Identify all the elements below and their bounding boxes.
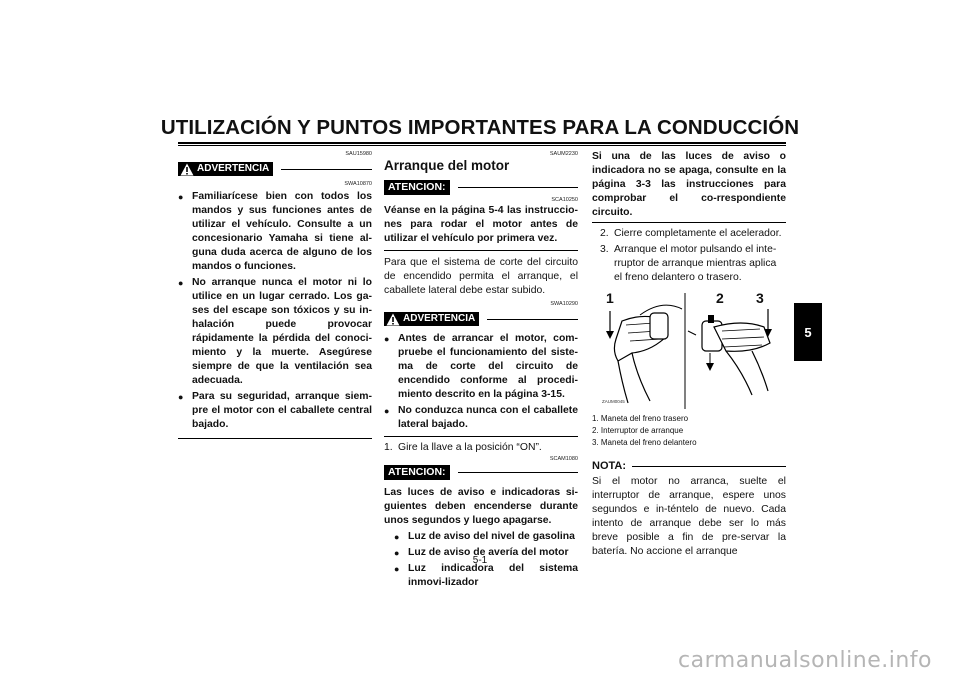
warning-end-rule — [384, 436, 578, 437]
note-rule — [632, 466, 786, 467]
bullet-icon: ● — [384, 406, 390, 416]
bullet-text: Luz de aviso del nivel de gasolina — [408, 531, 575, 542]
caution-badge: ATENCION: — [384, 180, 450, 195]
warning-label: ADVERTENCIA — [403, 313, 476, 324]
step-item — [600, 227, 786, 241]
page-number: 5-1 — [472, 555, 488, 566]
step-text: Arranque el motor pulsando el inte-rruptor de arranque mientras aplica el freno delantero o trasero. — [614, 244, 777, 283]
legend-item: 2. Interruptor de arranque — [592, 426, 684, 435]
figure-label-3: 3 — [756, 290, 764, 306]
bullet-icon: ● — [178, 192, 184, 202]
title-rule — [178, 142, 786, 144]
title-rule-thin — [178, 145, 786, 146]
caution-header — [384, 465, 578, 480]
intro-bold-text: Si una de las luces de aviso o indicadora no se apaga, consulte en la página 3-3 las instrucciones para comprobar el co-rrespondiente circuito. — [592, 151, 786, 218]
list-item — [394, 562, 578, 590]
caution-rule — [458, 472, 578, 473]
chapter-tab: 5 — [794, 303, 822, 361]
step-list — [592, 227, 786, 285]
legend-item: 1. Maneta del freno trasero — [592, 414, 689, 423]
ref-code: SCAM1080 — [549, 456, 578, 462]
note-header — [592, 459, 786, 473]
list-item — [178, 276, 372, 388]
bullet-icon: ● — [178, 278, 184, 288]
warning-label: ADVERTENCIA — [197, 163, 270, 174]
list-item — [178, 390, 372, 432]
step-item — [600, 243, 786, 285]
bullet-text: No conduzca nunca con el caballete lateral bajado. — [398, 405, 578, 430]
ref-code: SWA10870 — [344, 181, 372, 187]
list-item — [394, 530, 578, 544]
bullet-icon: ● — [394, 564, 400, 574]
bullet-icon: ● — [178, 392, 184, 402]
bullet-text: Antes de arrancar el motor, com-pruebe el funcionamiento del siste-ma de corte del circuito de encendido conforme al procedi-miento descrito en la página 3-15. — [398, 333, 578, 400]
ref-code: SAU15980 — [345, 151, 372, 157]
caution-end-rule — [384, 250, 578, 251]
warning-badge — [384, 312, 479, 326]
step-text: Cierre completamente el acelerador. — [614, 228, 782, 239]
bullet-text: Luz de aviso de avería del motor — [408, 547, 569, 558]
figure-code: ZAUM0045 — [602, 399, 625, 404]
figure-legend — [592, 413, 786, 449]
column-1 — [178, 150, 372, 439]
legend-item: 3. Maneta del freno delantero — [592, 438, 697, 447]
body-paragraph: Para que el sistema de corte del circuito de encendido permita el arranque, el caballete lateral debe estar subido. — [384, 257, 578, 296]
warning-rule — [487, 319, 578, 320]
figure-label-2: 2 — [716, 290, 724, 306]
starter-illustration — [592, 291, 786, 411]
caution-header — [384, 180, 578, 195]
list-item — [384, 404, 578, 432]
warning-triangle-icon — [386, 313, 400, 326]
step-item — [384, 441, 578, 455]
list-item — [178, 190, 372, 274]
step-number: 3. — [600, 244, 609, 255]
warning-rule — [281, 169, 372, 170]
bullet-icon: ● — [394, 532, 400, 542]
bullet-icon: ● — [394, 548, 400, 558]
caution-text: Véanse en la página 5-4 las instruccio-nes para rodar el motor antes de utilizar el vehículo por primera vez. — [384, 205, 578, 244]
bullet-text: Para su seguridad, arranque siem-pre el motor con el caballete central bajado. — [192, 391, 372, 430]
note-label: NOTA: — [592, 460, 627, 472]
ref-code: SAUM2230 — [549, 151, 578, 157]
step-list — [384, 441, 578, 455]
warning-end-rule — [178, 438, 372, 439]
ref-code: SCA10250 — [551, 197, 578, 203]
ref-code: SWA10290 — [550, 301, 578, 307]
caution-text: Las luces de aviso e indicadoras si-guientes deben encenderse durante unos segundos y luego apagarse. — [384, 487, 578, 526]
bullet-icon: ● — [384, 334, 390, 344]
column-2 — [384, 150, 578, 590]
list-item — [384, 332, 578, 402]
warning-header — [178, 162, 372, 176]
bullet-text: No arranque nunca el motor ni lo utilice en un lugar cerrado. Los ga-ses del escape son tóxicos y su in-halación puede provocar rápidamente la pérdida del conoci-miento y la muerte. Asegúrese siempre de que la ventilación sea adecuada. — [192, 277, 372, 386]
step-number: 2. — [600, 228, 609, 239]
warning-header — [384, 312, 578, 326]
step-text: Gire la llave a la posición “ON”. — [398, 442, 542, 453]
figure-label-1: 1 — [606, 290, 614, 306]
warning-badge — [178, 162, 273, 176]
bullet-text: Luz indicadora del sistema inmovi-lizador — [408, 563, 578, 588]
intro-end-rule — [592, 222, 786, 223]
section-title: Arranque del motor — [384, 158, 510, 173]
handlebar-drawing-icon — [592, 291, 786, 411]
note-text: Si el motor no arranca, suelte el interruptor de arranque, espere unos segundos e in-téntelo de nuevo. Cada intento de arranque debe ser lo más breve posible a fin de pre-servar la batería. No accione el arranque — [592, 476, 786, 557]
step-number: 1. — [384, 442, 393, 453]
caution-badge: ATENCION: — [384, 465, 450, 480]
column-3 — [592, 150, 786, 559]
page-title: UTILIZACIÓN Y PUNTOS IMPORTANTES PARA LA CONDUCCIÓN — [160, 116, 800, 139]
watermark: carmanualsonline.info — [678, 648, 932, 673]
caution-rule — [458, 187, 578, 188]
warning-triangle-icon — [180, 163, 194, 176]
bullet-text: Familiarícese bien con todos los mandos y sus funciones antes de utilizar el vehículo. Consulte a un concesionario Yamaha si tiene al-guna duda acerca de alguno de los mandos o funciones. — [192, 191, 372, 272]
